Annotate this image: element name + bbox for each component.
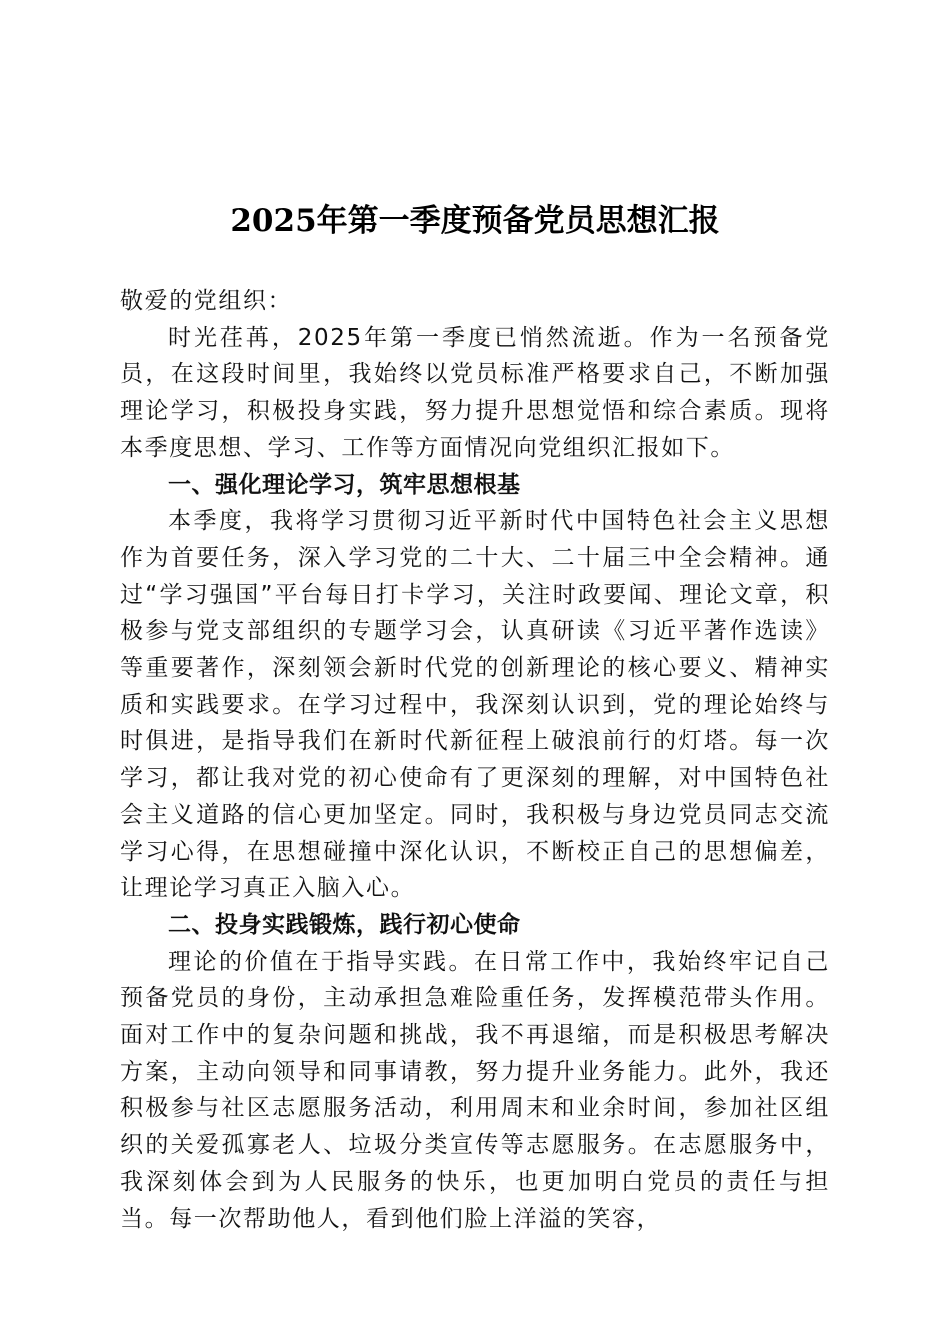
- document-body: [120, 283, 830, 1237]
- section-heading-2: 二、投身实践锻炼，践行初心使命: [168, 911, 521, 938]
- section-paragraph-1: 本季度，我将学习贯彻习近平新时代中国特色社会主义思想作为首要任务，深入学习党的二十大、二十届三中全会精神。通过“学习强国”平台每日打卡学习，关注时政要闻、理论文章，积极参与党支部组织的专题学习会，认真研读《习近平著作选读》等重要著作，深刻领会新时代党的创新理论的核心要义、精神实质和实践要求。在学习过程中，我深刻认识到，党的理论始终与时俱进，是指导我们在新时代新征程上破浪前行的灯塔。每一次学习，都让我对党的初心使命有了更深刻的理解，对中国特色社会主义道路的信心更加坚定。同时，我积极与身边党员同志交流学习心得，在思想碰撞中深化认识，不断校正自己的思想偏差，让理论学习真正入脑入心。: [120, 508, 830, 902]
- intro-paragraph: 时光荏苒，2025年第一季度已悄然流逝。作为一名预备党员，在这段时间里，我始终以党员标准严格要求自己，不断加强理论学习，积极投身实践，努力提升思想觉悟和综合素质。现将本季度思想、学习、工作等方面情况向党组织汇报如下。: [120, 324, 830, 461]
- salutation: 敬爱的党组织：: [120, 288, 293, 314]
- section-paragraph-2: 理论的价值在于指导实践。在日常工作中，我始终牢记自己预备党员的身份，主动承担急难险重任务，发挥模范带头作用。面对工作中的复杂问题和挑战，我不再退缩，而是积极思考解决方案，主动向领导和同事请教，努力提升业务能力。此外，我还积极参与社区志愿服务活动，利用周末和业余时间，参加社区组织的关爱孤寡老人、垃圾分类宣传等志愿服务。在志愿服务中，我深刻体会到为人民服务的快乐，也更加明白党员的责任与担当。每一次帮助他人，看到他们脸上洋溢的笑容，: [120, 948, 830, 1232]
- section-heading-1: 一、强化理论学习，筑牢思想根基: [168, 471, 521, 498]
- document-title: 2025年第一季度预备党员思想汇报: [230, 203, 720, 239]
